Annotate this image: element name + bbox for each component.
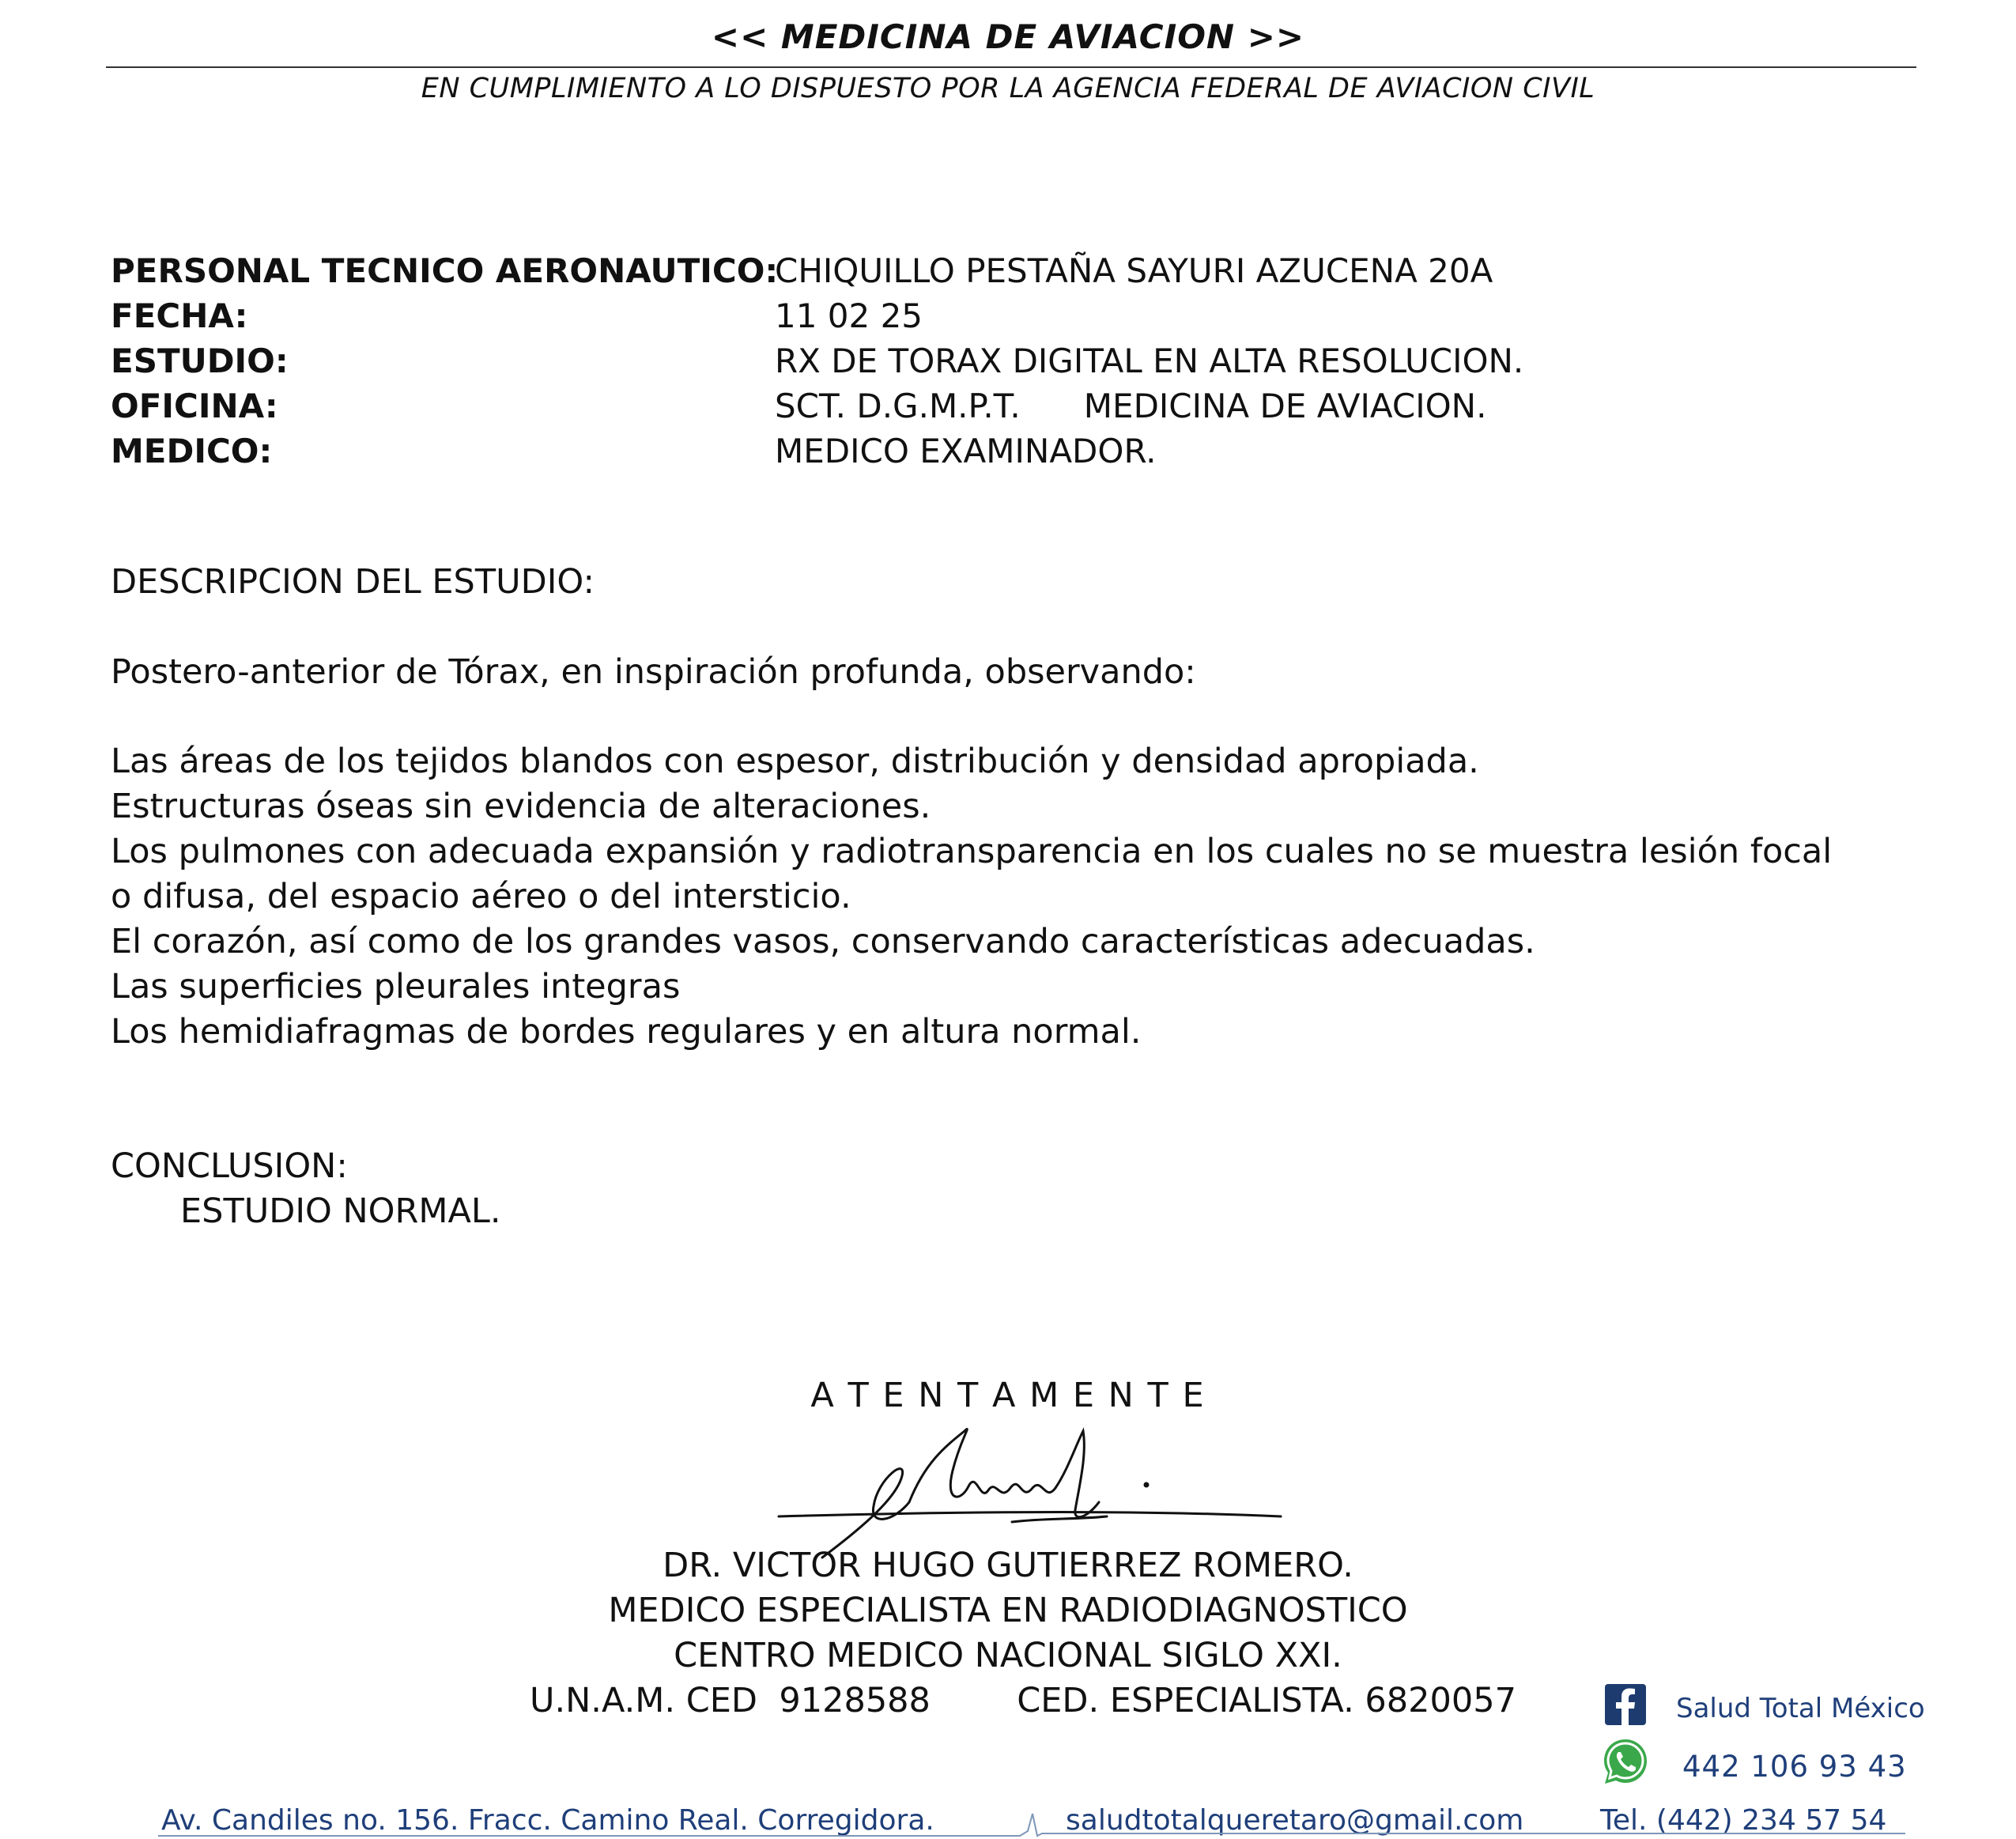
field-value-medico: MEDICO EXAMINADOR. (775, 432, 1157, 470)
conclusion-heading: CONCLUSION: (111, 1146, 348, 1186)
header-divider (106, 66, 1916, 68)
document-subtitle: EN CUMPLIMIENTO A LO DISPUESTO POR LA AGENCIA FEDERAL DE AVIACION CIVIL (421, 73, 1595, 104)
description-line: El corazón, así como de los grandes vasos, conservando características adecuadas. (111, 922, 1535, 961)
whatsapp-icon (1600, 1736, 1651, 1787)
whatsapp-number: 442 106 93 43 (1682, 1750, 1907, 1784)
footer-phone: Tel. (442) 234 57 54 (1600, 1804, 1887, 1837)
footer-address: Av. Candiles no. 156. Fracc. Camino Real. Corregidora. (161, 1804, 934, 1837)
description-line: Las áreas de los tejidos blandos con espesor, distribución y densidad apropiada. (111, 742, 1479, 781)
description-line: Las superficies pleurales integras (111, 967, 681, 1006)
field-label-oficina: OFICINA: (111, 387, 278, 425)
footer-email: saludtotalqueretaro@gmail.com (1066, 1804, 1524, 1837)
field-value-personal: CHIQUILLO PESTAÑA SAYURI AZUCENA 20A (775, 251, 1493, 290)
description-line: o difusa, del espacio aéreo o del intersticio. (111, 877, 851, 916)
description-line: Estructuras óseas sin evidencia de alteraciones. (111, 787, 931, 826)
document-title: << MEDICINA DE AVIACION >> (711, 17, 1305, 56)
description-line: Los hemidiafragmas de bordes regulares y en altura normal. (111, 1012, 1142, 1052)
description-line: Los pulmones con adecuada expansión y radiotransparencia en los cuales no se muestra lesión focal (111, 832, 1833, 871)
conclusion-text: ESTUDIO NORMAL. (180, 1191, 501, 1231)
field-label-personal: PERSONAL TECNICO AERONAUTICO: (111, 251, 779, 290)
field-value-estudio: RX DE TORAX DIGITAL EN ALTA RESOLUCION. (775, 342, 1524, 380)
doctor-institution: CENTRO MEDICO NACIONAL SIGLO XXI. (674, 1636, 1342, 1675)
field-value-oficina: SCT. D.G.M.P.T. MEDICINA DE AVIACION. (775, 387, 1487, 425)
field-label-fecha: FECHA: (111, 296, 248, 335)
footer-divider (158, 1807, 1905, 1839)
description-intro: Postero-anterior de Tórax, en inspiración profunda, observando: (111, 652, 1196, 692)
doctor-specialty: MEDICO ESPECIALISTA EN RADIODIAGNOSTICO (608, 1591, 1408, 1630)
facebook-page-name: Salud Total México (1676, 1693, 1925, 1724)
field-value-fecha: 11 02 25 (775, 296, 923, 335)
description-heading: DESCRIPCION DEL ESTUDIO: (111, 562, 595, 602)
field-label-estudio: ESTUDIO: (111, 342, 289, 380)
doctor-name: DR. VICTOR HUGO GUTIERREZ ROMERO. (663, 1546, 1353, 1585)
doctor-credentials: U.N.A.M. CED 9128588 CED. ESPECIALISTA. 6820057 (530, 1681, 1516, 1720)
field-label-medico: MEDICO: (111, 432, 273, 470)
closing-text: A T E N T A M E N T E (810, 1376, 1206, 1415)
facebook-icon (1605, 1684, 1646, 1725)
